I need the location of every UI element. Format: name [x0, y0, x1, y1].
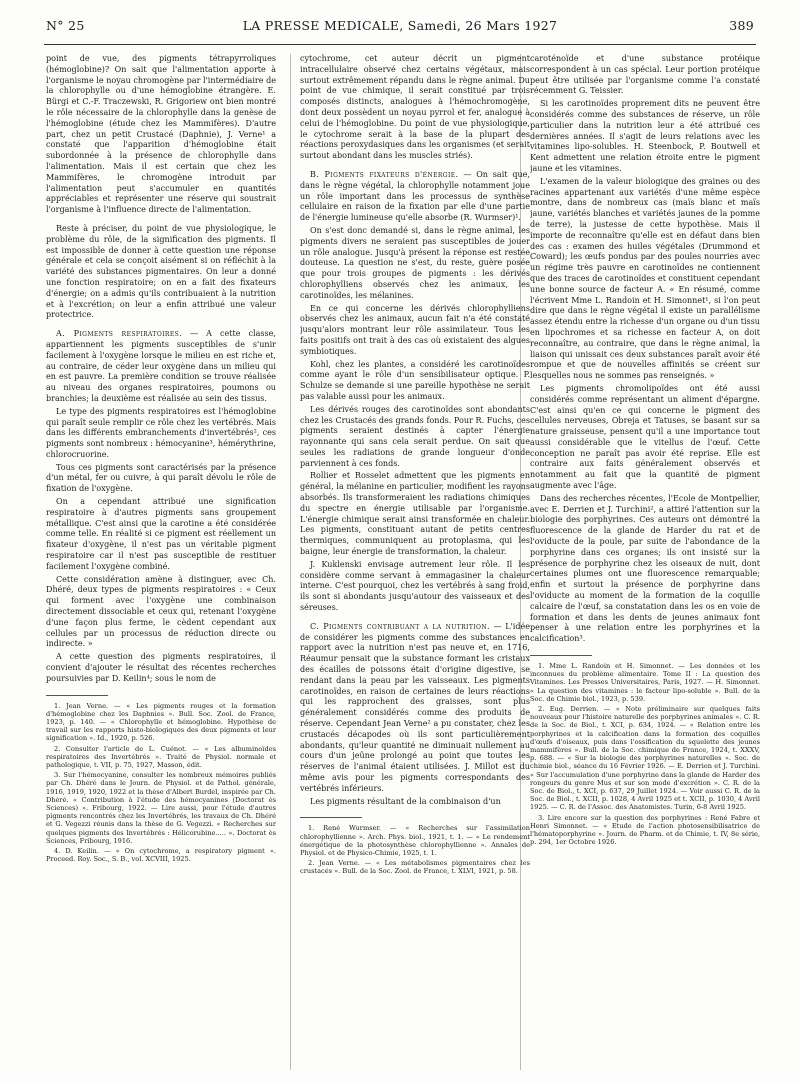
paragraph: Si les carotinoïdes proprement dits ne peuvent être considérés comme des substances de réserve, un rôle particulier dans la nutrition leur a été attribué ces dernières années. Il s'agit de leurs relations avec les vitamines lipo-solubles. H. Steenbock, P. Boutwell et Kent admettent une relation étroite entre le pigment jaune et les vitamines. [530, 99, 760, 173]
paragraph: Tous ces pigments sont caractérisés par la présence d'un métal, fer ou cuivre, à qui paraît dévolu le rôle de fixation de l'oxygène. [46, 462, 276, 494]
footnote: 4. D. Keilin. — « On cytochrome, a respiratory pigment ». Proceed. Roy. Soc., S. B., vol. XCVIII, 1925. [46, 847, 276, 864]
paragraph-text: — On sait que, dans le règne végétal, la chlorophylle notamment joue un rôle important dans les processus de synthèse cellulaire en raison de la fixation par elle d'une partie de l'énergie lumineuse qu'elle absorbe (R. Wurmser)¹. [300, 169, 530, 223]
footnote-rule [46, 695, 108, 696]
paragraph: Cette considération amène à distinguer, avec Ch. Dhéré, deux types de pigments respiratoires : « Ceux qui forment avec l'oxygène une combinaison directement dissociable et ceux qui, retenant l'oxygène d'une façon plus ferme, le cèdent cependant aux cellules par un processus de réduction directe ou indirecte. » [46, 574, 276, 649]
paragraph: A cette question des pigments respiratoires, il convient d'ajouter le résultat des récentes recherches poursuivies par D. Keilin⁴; sous le nom de [46, 652, 276, 683]
paragraph: point de vue, des pigments tétrapyrroliques (hémoglobine)? On sait que l'alimentation apporte à l'organisme le noyau chromogène par l'intermédiaire de la chlorophylle ou d'une hémoglobine étrangère. E. Bürgi et C.-F. Traczewski, R. Grigoriew ont bien montré le rôle nécessaire de la chlorophylle dans la genèse de l'hémoglobine (étude chez les Mammifères). D'autre part, chez un petit Crustacé (Daphnie), J. Verne¹ a constaté que l'apparition d'hémoglobine était subordonnée à la présence de chlorophylle dans l'alimentation. Mais il est certain que chez les Mammifères, le chromogène introduit par l'alimentation peut s'accumuler en quantités appréciables et représenter une réserve qui soustrait l'organisme à l'influence directe de l'alimentation. [46, 54, 276, 215]
footnote: 2. Eug. Derrien. — « Note préliminaire sur quelques faits nouveaux pour l'histoire naturelle des porphyrines animales ». C. R. de la Soc. de Biol., t. XCI, p. 634, 1924. — « Relation entre les porphyrines et la calcification dans la formation des coquilles d'œufs d'oiseaux, puis dans l'ossification du squelette des jeunes mammifères ». Bull. de la Soc. chimique de France, 1924, t. XXXV, p. 688. — « Sur la biologie des porphyrines naturelles ». Soc. de chimie biol., séance du 16 Février 1926. — E. Derrien et J. Turchini. « Sur l'accumulation d'une porphyrine dans la glande de Harder des rongeurs du genre Mus et sur son mode d'excrétion ». C. R. de la Soc. de Biol., t. XCI, p. 637, 29 Juillet 1924. — Voir aussi C. R. de la Soc. de Biol., t. XCII, p. 1028, 4 Avril 1925 et t. XCII, p. 1030, 4 Avril 1925. — C. R. de l'Assoc. des Anatomistes. Turin, 6-8 Avril 1925. [530, 705, 760, 812]
text-column-1 [46, 54, 276, 1072]
footnote: 1. Mme L. Randoin et H. Simonnet. — Les données et les inconnues du problème alimentaire. Tome II : La question des Vitamines. Les Presses Universitaires, Paris, 1927. — H. Simonnet. « La question des vitamines : le facteur lipo-soluble ». Bull. de la Soc. de Chimie biol., 1923, p. 539. [530, 662, 760, 703]
paragraph: L'examen de la valeur biologique des graines ou des racines appartenant aux variétés d'une même espèce montre, dans de nombreux cas (maïs blanc et maïs jaune, variétés blanches et variétés jaunes de la pomme de terre), la justesse de cette hypothèse. Mais il importe de reconnaître qu'elle est en défaut dans bien des cas : examen des huiles végétales (Drummond et Coward); les œufs pondus par des poules nourries avec un régime très pauvre en carotinoïdes ne contiennent que des traces de carotinoïdes et constituent cependant une bonne source de facteur A. « En résumé, comme l'écrivent Mme L. Randoin et H. Simonnet¹, si l'on peut dire que dans le règne végétal il existe un parallélisme assez étendu entre la richesse d'un organe ou d'un tissu en lipochromes et sa richesse en facteur A, on doit reconnaître, au contraire, que dans le règne animal, la liaison qui unissait ces deux substances paraît avoir été rompue et que de nouvelles affinités se créent sur lesquelles nous ne sommes pas renseignés. » [530, 176, 760, 381]
paragraph: Kohl, chez les plantes, a considéré les carotinoïdes comme ayant le rôle d'un sensibilisateur optique. P. Schulze se demande si une pareille hypothèse ne serait pas valable aussi pour les animaux. [300, 359, 530, 401]
paragraph: caroténoïde et d'une substance protéique correspondent à un cas spécial. Leur portion protéique peut être utilisée par l'organisme comme l'a constaté récemment G. Teissier. [530, 54, 760, 96]
paragraph-text: — L'idée de considérer les pigments comme des substances en rapport avec la nutrition n'est pas neuve et, en 1716, Réaumur pensait que la substance formant les cristaux des écailles de poissons était d'origine digestive, se rendant dans la peau par les vaisseaux. Les pigments carotinoïdes, en raison de certaines de leurs réactions qui les rapprochent des graisses, sont plus généralement considérés comme des produits de réserve. Cependant Jean Verne² a pu constater, chez les crustacés décapodes où ils sont particulièrement abondants, qu'leur quantité ne diminuait nullement au cours d'un jeûne prolongé au point que toutes les réserves de l'animal étaient utilisées. J. Millot est du même avis pour les pigments correspondants des vertébrés inférieurs. [300, 621, 530, 793]
paragraph: Rollier et Rosselet admettent que les pigments en général, la mélanine en particulier, modifient les rayons absorbés. Ils transformeraient les radiations chimiques du spectre en énergie utilisable par l'organisme. L'énergie chimique serait ainsi transformée en chaleur. Les pigments, constituant autant de petits centres thermiques, communiquent au protoplasma, qui les baigne, leur énergie de transformation, la chaleur. [300, 471, 530, 557]
publication-title: LA PRESSE MEDICALE, Samedi, 26 Mars 1927 [242, 18, 558, 33]
paragraph: Les pigments chromolipoïdes ont été aussi considérés comme représentant un aliment d'épargne. C'est ainsi qu'en ce qui concerne le pigment des cellules nerveuses, Obreja et Tatuses, se basant sur sa nature graisseuse, pensent qu'il a une importance tout aussi considérable que le vitellus de l'œuf. Cette conception ne paraît pas avoir été reprise. Elle est contraire aux faits généralement observés et notamment au fait que la quantité de pigment augmente avec l'âge. [530, 383, 760, 491]
paragraph: On s'est donc demandé si, dans le règne animal, les pigments divers ne seraient pas susceptibles de jouer un rôle analogue. Jusqu'à présent la réponse est restée douteuse. La question ne s'est, du reste, guère posée que pour trois groupes de pigments : les dérivés chlorophylliens observés chez les animaux, les carotinoïdes, les mélanines. [300, 225, 530, 300]
paragraph-text: — A cette classe, appartiennent les pigments susceptibles de s'unir facilement à l'oxygène lorsque le milieu en est riche et, au contraire, de céder leur oxygène dans un milieu qui en est pauvre. La première condition se trouve réalisée au niveau des organes respiratoires, poumons ou branchies; la deuxième est réalisée au sein des tissus. [46, 329, 276, 403]
paragraph: Les pigments résultant de la combinaison d'un [310, 796, 501, 806]
paragraph: Reste à préciser, du point de vue physiologique, le problème du rôle, de la signification des pigments. Il est impossible de donner à cette question une réponse générale et cela se conçoit aisément si on réfléchit à la variété des substances pigmentaires. On leur a donné une fonction respiratoire; on en a fait des fixateurs d'énergie; on a admis qu'ils contribuaient à la nutrition et à l'excrétion; on leur a enfin attribué une valeur protectrice. [46, 223, 276, 320]
section-c-paragraph [300, 622, 530, 795]
page-number: 389 [729, 18, 754, 33]
paragraph: Dans des recherches récentes, l'Ecole de Montpellier, avec E. Derrien et J. Turchini², a attiré l'attention sur la biologie des porphyrines. Ces auteurs ont démontré la fluorescence de la glande de Harder du rat et de l'oviducte de la poule, par suite de l'abondance de la porphyrine dans ces organes; ils ont insisté sur la présence de porphyrine chez les oiseaux de nuit, dont certaines plumes ont une fluorescence remarquable; enfin et surtout la présence de porphyrine dans l'oviducte au moment de la formation de la coquille calcaire de l'œuf, sa constatation dans les os en voie de formation et dans les dents de jeunes animaux font penser à une relation entre les porphyrines et la calcification³. [530, 493, 760, 644]
paragraph: J. Kuklenski envisage autrement leur rôle. Il les considère comme servant à emmagasiner la chaleur interne. C'est pourquoi, chez les vertébrés à sang froid, ils sont si abondants jusqu'autour des vaisseaux et des séreuses. [300, 559, 530, 613]
section-heading-a: A. Pigments respiratoires. [56, 329, 183, 339]
footnote-rule [300, 817, 362, 818]
text-column-2 [300, 54, 530, 1072]
footnote: 3. Lire encore sur la question des porphyrines : René Fabre et Henri Simonnet. — « Etude de l'action photosensibilisatrice de l'hématoporphyrine ». Journ. de Pharm. et de Chimie, t. IV, 8e série, p. 294, 1er Octobre 1926. [530, 813, 760, 847]
column-divider [290, 54, 291, 1070]
section-heading-c: C. Pigments contribuant a la nutrition. [310, 621, 490, 631]
section-a-paragraph [46, 329, 276, 405]
footnote-rule [530, 655, 592, 656]
issue-number: N° 25 [46, 18, 85, 33]
footnote: 1. René Wurmser. — « Recherches sur l'assimilation chlorophyllienne ». Arch. Phys. biol., 1921, t. 1. — « Le rendement énergétique de la photosynthèse chlorophyllienne ». Annales de Physiol. et de Physico-Chimie, 1925, t. 1. [300, 824, 530, 857]
paragraph: On a cependant attribué une signification respiratoire à d'autres pigments sans groupement métallique. C'est ainsi que la carotine a été considérée comme telle. En réalité si ce pigment est réellement un fixateur d'oxygène, il n'est pas un véritable pigment respiratoire car il n'est pas susceptible de restituer facilement l'oxygène combiné. [46, 497, 276, 571]
page-header [46, 18, 754, 38]
paragraph: En ce qui concerne les dérivés chlorophylliens observés chez les animaux, aucun fait n'a été constaté jusqu'alors montrant leur rôle assimilateur. Tous les faits positifs ont trait à des cas où existaient des algues symbiotiques. [300, 303, 530, 356]
text-column-3 [530, 54, 760, 1072]
section-heading-b: B. Pigments fixateurs d'énergie. [310, 169, 459, 179]
paragraph: Les dérivés rouges des carotinoïdes sont abondants chez les Crustacés des grands fonds. Pour R. Fuchs, ces pigments seraient destinés à capter l'énergie rayonnante qui sans cela serait perdue. On sait que seules les radiations de grande longueur d'onde parviennent à ces fonds. [300, 404, 530, 468]
footnote: 3. Sur l'hémocyanine, consulter les nombreux mémoires publiés par Ch. Dhéré dans le Journ. de Physiol. et de Pathol. générale, 1916, 1919, 1920, 1922 et la thèse d'Albert Burdel, inspirée par Ch. Dhéré. « Contribution à l'étude des hémocyanines (Doctorat ès Sciences) ». Fribourg, 1922. — Lire aussi, pour l'étude d'autres pigments rencontrés chez les Invertébrés, les travaux de Ch. Dhéré et G. Vegezzi réunis dans la thèse de G. Vegezzi. « Recherches sur quelques pigments des Invertébrés : Hélicorubine..... ». Doctorat ès Sciences, Fribourg, 1916. [46, 771, 276, 845]
footnote: 2. Consulter l'article de L. Cuénot. — « Les albuminoïdes respiratoires des Invertébrés ». Traité de Physiol. normale et pathologique, t. VII, p. 75, 1927, Masson, édit. [46, 744, 276, 770]
footnote: 1. Jean Verne. — « Les pigments rouges et la formation d'hémoglobine chez les Daphnies ». Bull. Soc. Zool. de France, 1923, p. 140. — « Chlorophylle et hémoglobine. Hypothèse de travail sur les rapports histo-biologiques des deux pigments et leur signification ». Id., 1920, p. 526. [46, 701, 276, 743]
section-b-paragraph [300, 170, 530, 224]
paragraph: Le type des pigments respiratoires est l'hémoglobine qui paraît seule remplir ce rôle chez les vertébrés. Mais dans les différents embranchements d'invertébrés², ces pigments sont nombreux : hémocyanine³, hémérythrine, chlorocruorine. [46, 406, 276, 459]
header-rule [44, 44, 756, 45]
paragraph: cytochrome, cet auteur décrit un pigment intracellulaire observé chez certains végétaux, mais surtout extrêmement répandu dans le règne animal. Du point de vue chimique, il serait constitué par trois composés distincts, analogues à l'hémochromogène, dont deux possèdent un noyau pyrrol et fer, analogue à celui de l'hémoglobine. Du point de vue physiologique, le cytochrome serait à la base de la plupart des réactions peroxydasiques dans les organismes (et serait surtout abondant dans les muscles striés). [300, 54, 530, 161]
footnote: 2. Jean Verne. — « Les métabolismes pigmentaires chez les crustacés ». Bull. de la Soc. Zool. de France, t. XLVI, 1921, p. 58. [300, 859, 530, 876]
